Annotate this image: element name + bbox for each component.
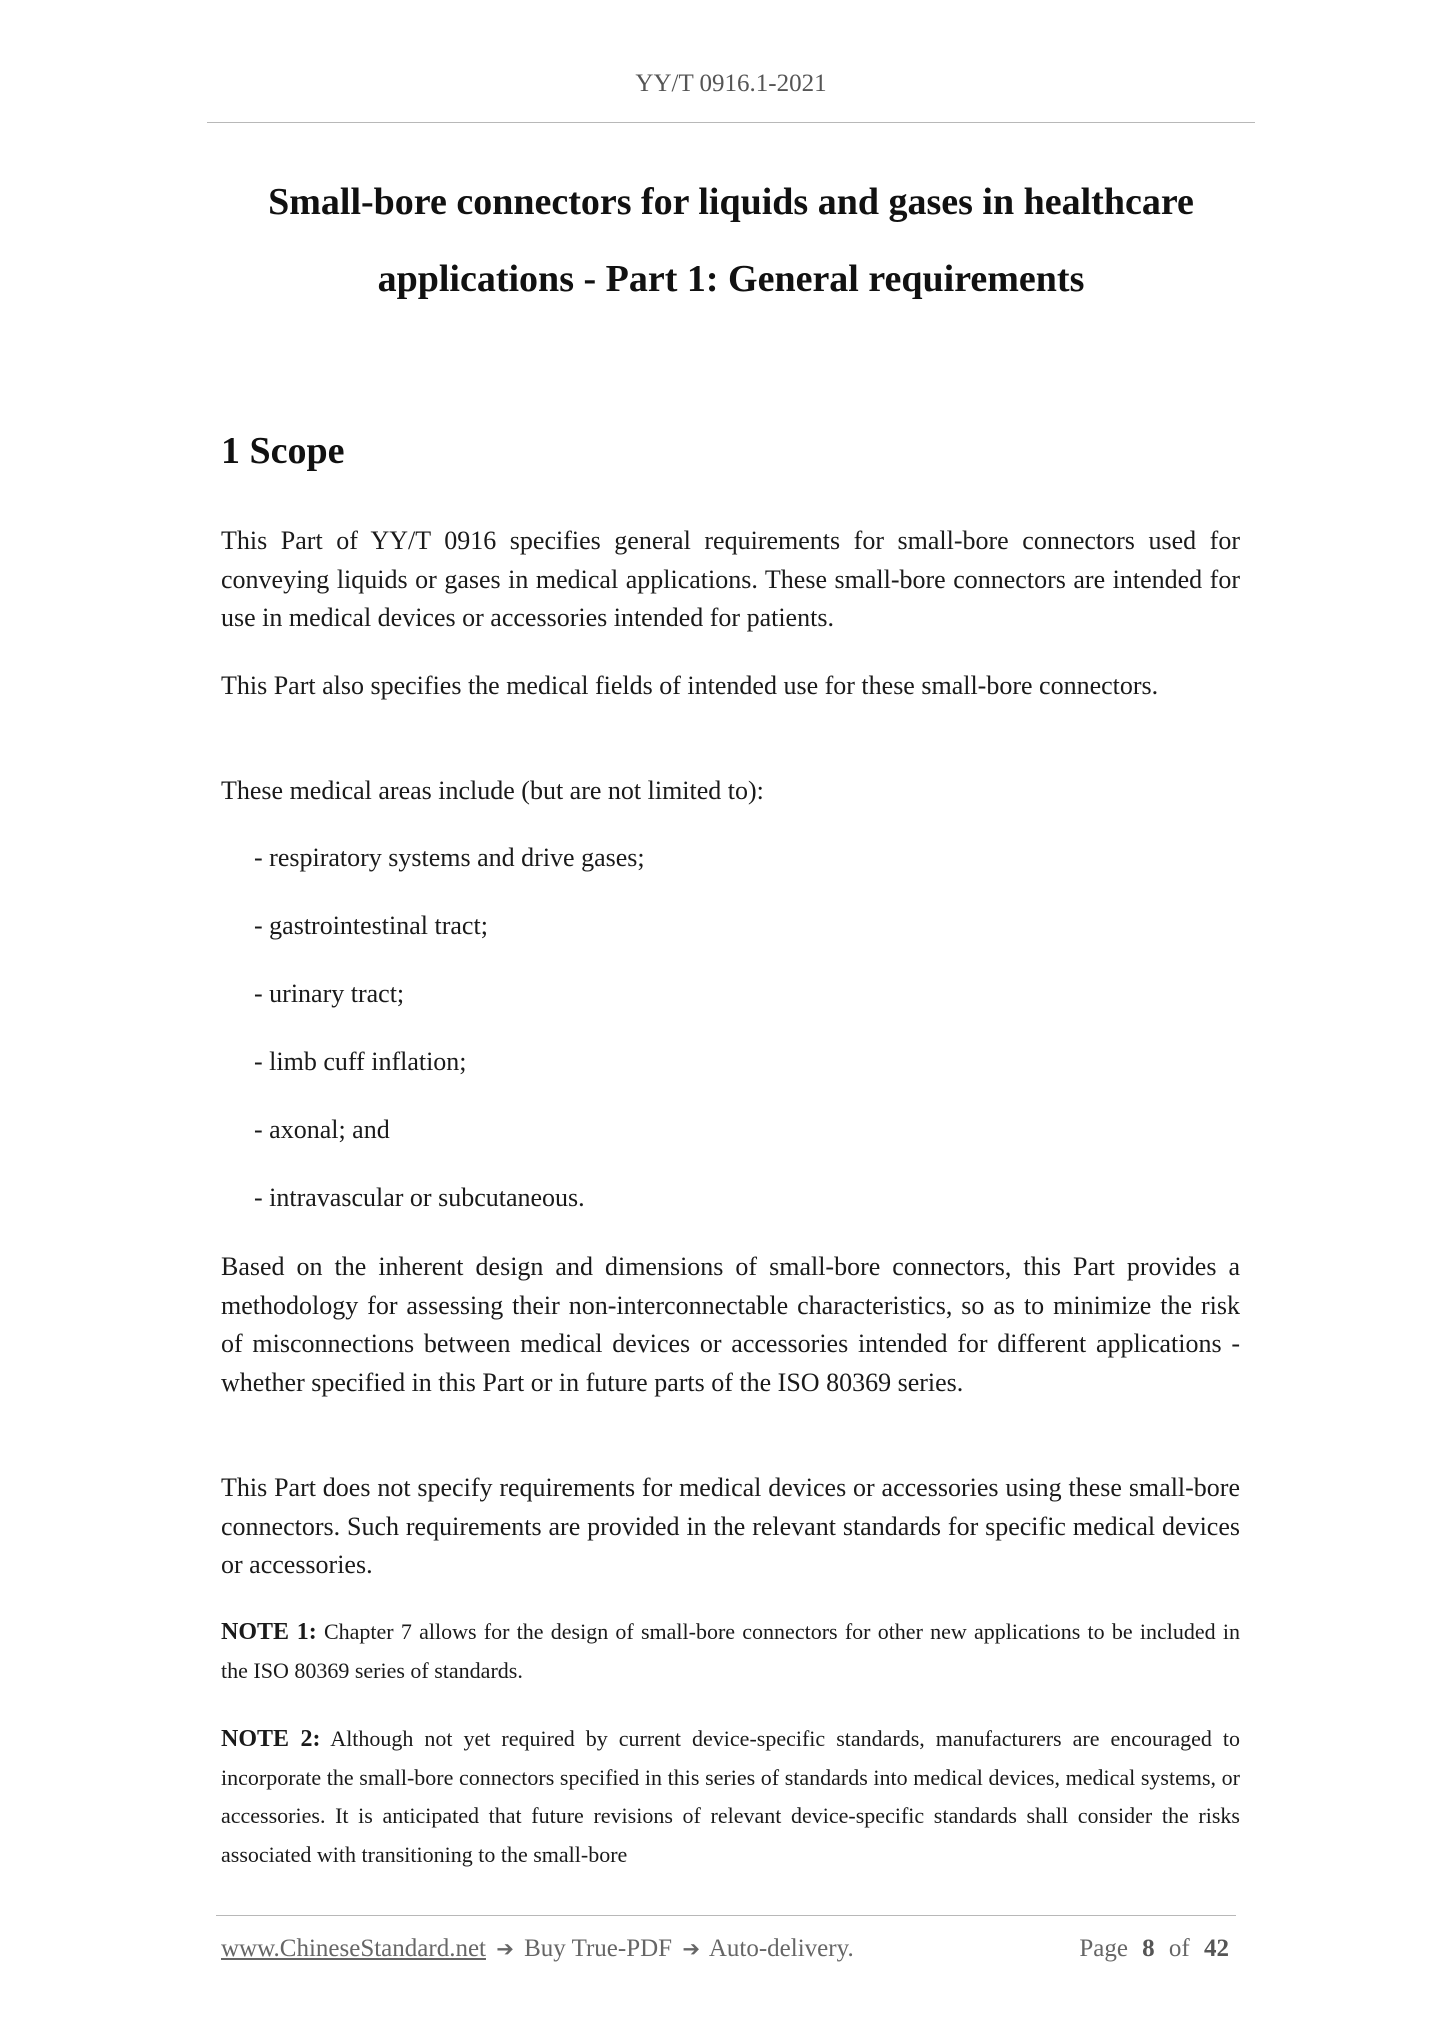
page-word: Page: [1079, 1935, 1128, 1962]
running-header: YY/T 0916.1-2021: [635, 70, 827, 97]
page-number: 8: [1142, 1935, 1155, 1962]
title-line-2: applications - Part 1: General requirements: [377, 258, 1085, 300]
note-1-text: Chapter 7 allows for the design of small-bore connectors for other new applications to be included in the ISO 80369 series of standards.: [221, 1619, 1240, 1683]
medical-areas-list: [254, 839, 645, 1247]
note-2-label: NOTE 2:: [221, 1726, 321, 1752]
list-item: - gastrointestinal tract;: [254, 911, 488, 940]
document-title: [200, 164, 1262, 318]
auto-delivery-text: Auto-delivery.: [708, 1935, 854, 1962]
list-item: - intravascular or subcutaneous.: [254, 1183, 585, 1212]
footer-left: [221, 1935, 854, 1963]
list-item: - urinary tract;: [254, 979, 405, 1008]
list-item: - limb cuff inflation;: [254, 1047, 467, 1076]
note-1-label: NOTE 1:: [221, 1619, 317, 1645]
paragraph-4: Based on the inherent design and dimensions of small-bore connectors, this Part provides a methodology for assessing their non-interconnectable characteristics, so as to minimize the risk of misconnections between medical devices or accessories intended for different applications - whether specified in this Part or in future parts of the ISO 80369 series.: [221, 1252, 1240, 1397]
site-link[interactable]: www.ChineseStandard.net: [221, 1935, 486, 1962]
note-1: [221, 1613, 1240, 1690]
of-word: of: [1168, 1935, 1190, 1962]
arrow-right-icon: ➔: [682, 1937, 700, 1961]
page-footer: [221, 1935, 1235, 1963]
page-indicator: [1079, 1935, 1229, 1963]
list-item: - respiratory systems and drive gases;: [254, 843, 645, 872]
section-heading: 1 Scope: [221, 430, 345, 472]
footer-divider: [216, 1915, 1236, 1916]
paragraph-3: These medical areas include (but are not limited to):: [221, 776, 764, 805]
note-2-text: Although not yet required by current device-specific standards, manufacturers are encouraged to incorporate the small-bore connectors specified in this series of standards into medical devices, medical systems, or accessories. It is anticipated that future revisions of relevant device-specific standards shall consider the risks associated with transitioning to the small-bore: [221, 1726, 1240, 1867]
paragraph-1: This Part of YY/T 0916 specifies general requirements for small-bore connectors used for conveying liquids or gases in medical applications. These small-bore connectors are intended for use in medical devices or accessories intended for patients.: [221, 526, 1240, 632]
title-line-1: Small-bore connectors for liquids and gases in healthcare: [268, 181, 1194, 223]
buy-true-pdf-text: Buy True-PDF: [524, 1935, 673, 1962]
paragraph-2: This Part also specifies the medical fields of intended use for these small-bore connectors.: [221, 671, 1159, 700]
arrow-right-icon: ➔: [496, 1937, 514, 1961]
list-item: - axonal; and: [254, 1115, 390, 1144]
note-2: [221, 1720, 1240, 1874]
paragraph-5: This Part does not specify requirements for medical devices or accessories using these small-bore connectors. Such requirements are provided in the relevant standards for specific medical devices or accessories.: [221, 1473, 1240, 1579]
page-total: 42: [1204, 1935, 1229, 1962]
header-divider: [207, 122, 1255, 123]
